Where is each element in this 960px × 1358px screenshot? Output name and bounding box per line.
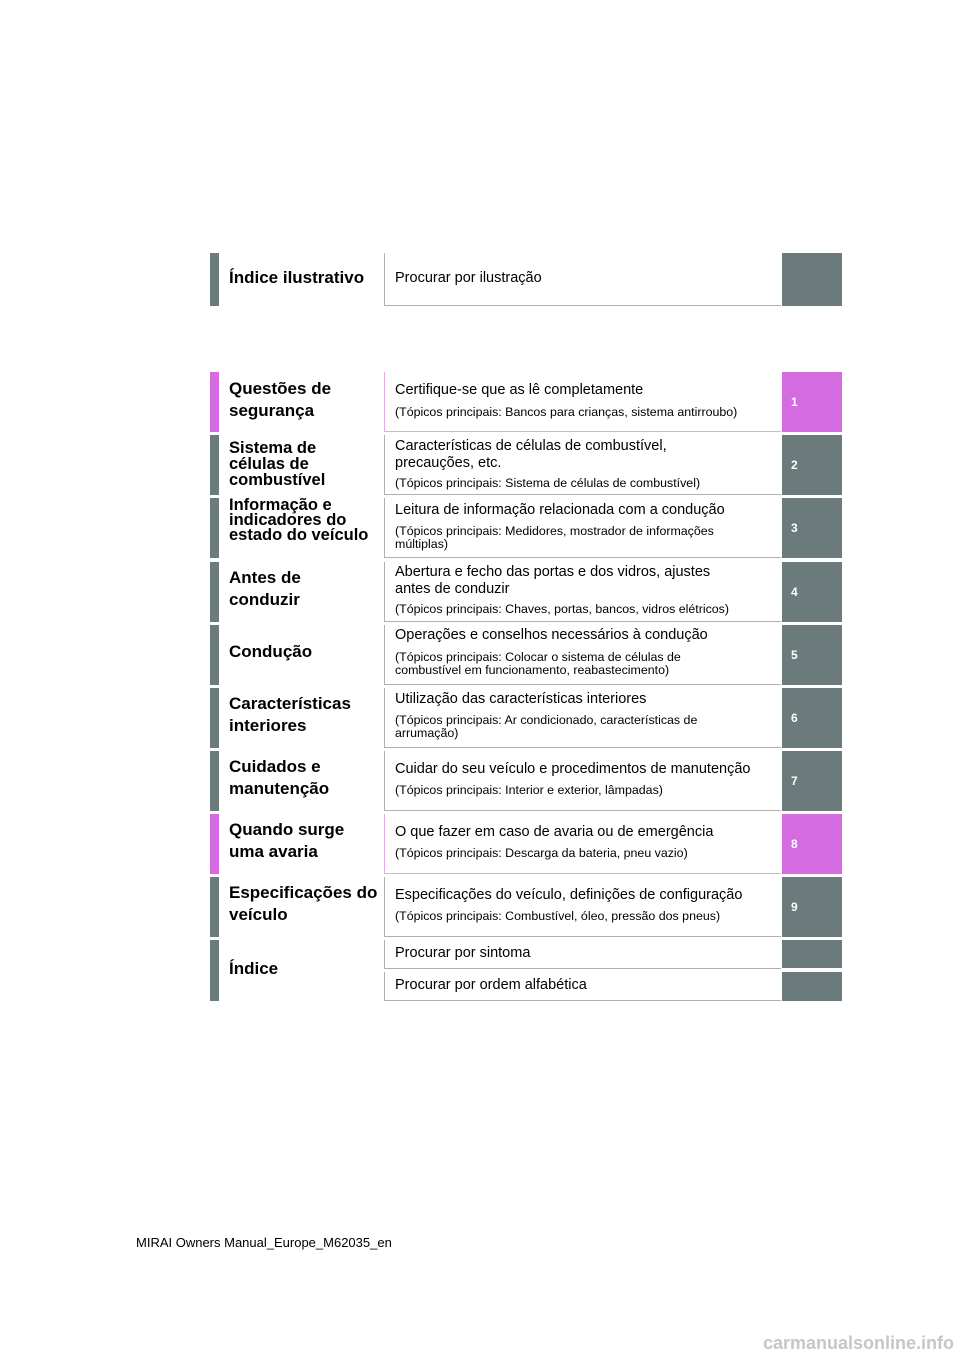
- section-tab[interactable]: [782, 498, 842, 558]
- section-description: [384, 688, 781, 748]
- section-main-text: Procurar por ordem alfabética: [395, 977, 587, 993]
- section-main-text: Características de células de combustível, precauções, etc.: [395, 438, 667, 471]
- section-tab[interactable]: [782, 972, 842, 1001]
- section-sub-text: (Tópicos principais: Ar condicionado, características de arrumação): [395, 713, 698, 740]
- section-number: 2: [791, 458, 798, 472]
- section-number: 7: [791, 774, 798, 788]
- section-number: 5: [791, 648, 798, 662]
- section-main-text: Procurar por ilustração: [395, 270, 542, 286]
- section-row-7[interactable]: [210, 751, 842, 811]
- section-title: Condução: [229, 642, 313, 661]
- section-main-text: Especificações do veículo, definições de configuração: [395, 887, 743, 903]
- section-sub-text: (Tópicos principais: Bancos para crianças, sistema antirroubo): [395, 405, 738, 419]
- section-row-1[interactable]: [210, 372, 842, 432]
- section-sub-text: (Tópicos principais: Sistema de células de combustível): [395, 476, 701, 490]
- footer-document-id: MIRAI Owners Manual_Europe_M62035_en: [136, 1235, 392, 1250]
- section-description: [384, 877, 781, 937]
- section-title: Índice ilustrativo: [229, 268, 365, 287]
- section-main-text: Leitura de informação relacionada com a condução: [395, 502, 725, 518]
- section-row-4[interactable]: [210, 562, 842, 622]
- section-main-text: O que fazer em caso de avaria ou de emergência: [395, 824, 714, 840]
- section-bar: [210, 435, 219, 495]
- section-sub-text: (Tópicos principais: Combustível, óleo, pressão dos pneus): [395, 909, 721, 923]
- section-description: [384, 814, 781, 874]
- section-title: Características interiores: [229, 694, 351, 735]
- section-main-text: Procurar por sintoma: [395, 945, 531, 961]
- section-main-text: Operações e conselhos necessários à condução: [395, 627, 708, 643]
- section-bar: [210, 562, 219, 622]
- section-main-text: Certifique-se que as lê completamente: [395, 382, 644, 398]
- section-sub-text: (Tópicos principais: Colocar o sistema de células de combustível em funcionamento, reabastecimento): [395, 650, 681, 677]
- section-sub-text: (Tópicos principais: Medidores, mostrador de informações múltiplas): [395, 524, 714, 551]
- section-number: 4: [791, 585, 798, 599]
- section-main-text: Abertura e fecho das portas e dos vidros, ajustes antes de conduzir: [395, 564, 711, 597]
- section-title: Informação e indicadores do estado do veículo: [229, 496, 369, 544]
- section-bar: [210, 877, 219, 937]
- section-number: 3: [791, 521, 798, 535]
- section-title: Especificações do veículo: [229, 883, 378, 924]
- section-title: Sistema de células de combustível: [229, 439, 326, 489]
- section-sub-text: (Tópicos principais: Descarga da bateria, pneu vazio): [395, 846, 688, 860]
- section-tab[interactable]: [782, 253, 842, 306]
- section-row-9[interactable]: [210, 877, 842, 937]
- section-row-6[interactable]: [210, 688, 842, 748]
- section-description: [384, 435, 781, 495]
- illustrative-index-row[interactable]: [210, 253, 842, 306]
- section-tab[interactable]: [782, 814, 842, 874]
- index-row: [210, 940, 842, 1001]
- section-tab[interactable]: [782, 372, 842, 432]
- section-bar: [210, 372, 219, 432]
- section-bar: [210, 940, 219, 1001]
- section-bar: [210, 688, 219, 748]
- section-tab[interactable]: [782, 625, 842, 685]
- section-row-3[interactable]: [210, 498, 842, 558]
- section-description: [384, 562, 781, 622]
- section-tab[interactable]: [782, 688, 842, 748]
- section-bar: [210, 625, 219, 685]
- watermark: carmanualsonline.info: [762, 1333, 954, 1353]
- section-bar: [210, 253, 219, 306]
- section-tab[interactable]: [782, 751, 842, 811]
- section-number: 6: [791, 711, 798, 725]
- section-description: [384, 253, 781, 306]
- section-title: Antes de conduzir: [229, 568, 301, 609]
- section-row-2[interactable]: [210, 435, 842, 495]
- section-bar: [210, 751, 219, 811]
- section-description: [384, 625, 781, 685]
- section-description: [384, 372, 781, 432]
- section-row-8[interactable]: [210, 814, 842, 874]
- index-item-symptom[interactable]: [384, 940, 781, 969]
- section-tab[interactable]: [782, 562, 842, 622]
- section-description: [384, 751, 781, 811]
- section-row-5[interactable]: [210, 625, 842, 685]
- section-number: 9: [791, 900, 798, 914]
- section-title: Questões de segurança: [229, 379, 332, 420]
- section-tab[interactable]: [782, 877, 842, 937]
- section-description: [384, 498, 781, 558]
- section-title: Índice: [229, 959, 279, 978]
- section-main-text: Cuidar do seu veículo e procedimentos de manutenção: [395, 761, 751, 777]
- section-tab[interactable]: [782, 940, 842, 968]
- section-number: 8: [791, 837, 798, 851]
- section-main-text: Utilização das características interiores: [395, 691, 647, 707]
- section-title: Quando surge uma avaria: [229, 820, 345, 861]
- index-item-alphabetical[interactable]: [384, 972, 781, 1001]
- section-sub-text: (Tópicos principais: Chaves, portas, bancos, vidros elétricos): [395, 602, 729, 616]
- section-number: 1: [791, 395, 798, 409]
- section-title: Cuidados e manutenção: [229, 757, 330, 798]
- section-tab[interactable]: [782, 435, 842, 495]
- section-sub-text: (Tópicos principais: Interior e exterior, lâmpadas): [395, 783, 663, 797]
- section-bar: [210, 498, 219, 558]
- section-bar: [210, 814, 219, 874]
